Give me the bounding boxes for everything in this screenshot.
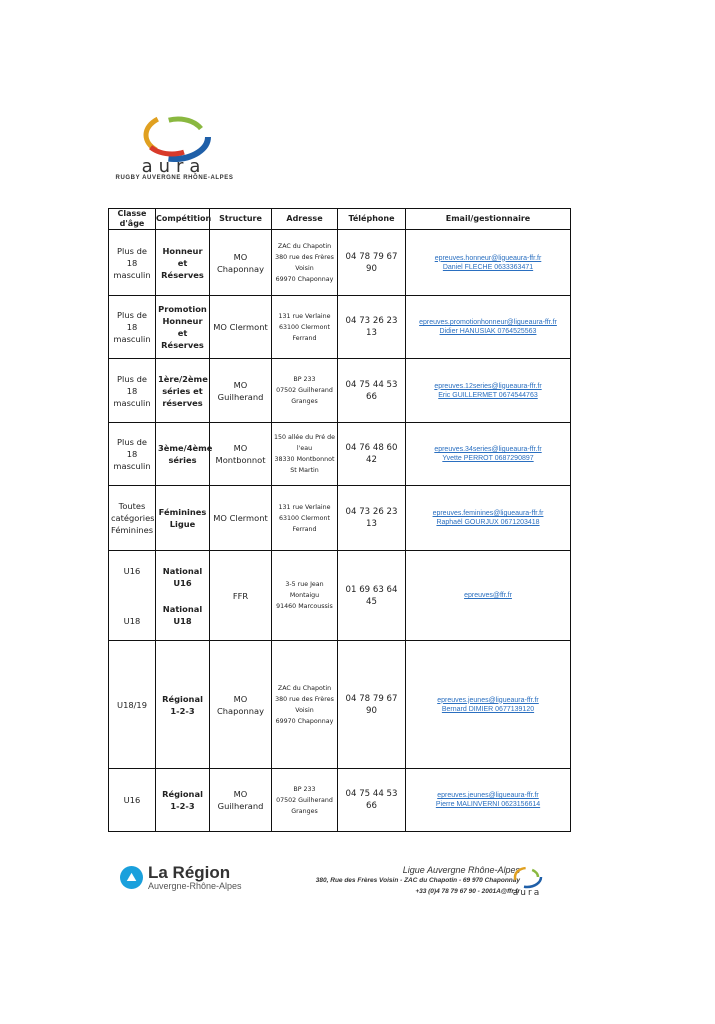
telephone-cell bbox=[338, 769, 406, 832]
email-link[interactable]: epreuves.jeunes@ligueaura-ffr.fr bbox=[437, 696, 539, 704]
header-email: Email/gestionnaire bbox=[406, 209, 571, 230]
structure-text: MO Clermont bbox=[213, 513, 268, 523]
telephone-cell bbox=[338, 423, 406, 486]
adresse-cell bbox=[272, 551, 338, 641]
classe-text: U16 bbox=[123, 795, 141, 805]
email-cell bbox=[406, 769, 571, 832]
gestionnaire-link[interactable]: Raphaël GOURJUX 0671203418 bbox=[436, 519, 540, 526]
address-line: 91460 Marcoussis bbox=[276, 603, 333, 610]
address-line: 131 rue Verlaine bbox=[278, 503, 331, 511]
header-competition: Compétition bbox=[156, 209, 210, 230]
email-cell bbox=[406, 551, 571, 641]
telephone-cell bbox=[338, 551, 406, 641]
competitions-table bbox=[108, 208, 571, 832]
classe-cell bbox=[109, 359, 156, 423]
competition-cell bbox=[156, 769, 210, 832]
address-line: St Martin bbox=[290, 467, 319, 474]
address-line: Ferrand bbox=[292, 334, 317, 342]
address-line: 63100 Clermont bbox=[279, 514, 330, 522]
address-line: 38330 Montbonnot bbox=[274, 456, 335, 463]
aura-footer-logo-icon bbox=[502, 864, 552, 899]
structure-cell bbox=[210, 230, 272, 296]
address-line: Ferrand bbox=[292, 525, 317, 533]
email-link[interactable]: epreuves.feminines@ligueaura-ffr.fr bbox=[432, 510, 544, 517]
telephone-cell bbox=[338, 359, 406, 423]
address-line: 131 rue Verlaine bbox=[278, 312, 331, 320]
classe-cell bbox=[109, 551, 156, 641]
structure-text: MO Guilherand bbox=[217, 379, 264, 402]
competition-text: Promotion Honneur et Réserves bbox=[158, 304, 207, 350]
address-line: Montaigu bbox=[289, 592, 320, 599]
gestionnaire-link[interactable]: Bernard DIMIER 0677139120 bbox=[441, 705, 535, 713]
telephone-cell bbox=[338, 296, 406, 359]
adresse-cell bbox=[272, 423, 338, 486]
address-line: BP 233 bbox=[293, 376, 316, 383]
league-address: 380, Rue des Frères Voisin - ZAC du Chapotin - 69 970 Chaponnay bbox=[315, 877, 520, 884]
competition-text: National U18 bbox=[162, 603, 203, 626]
email-link[interactable]: epreuves.jeunes@ligueaura-ffr.fr bbox=[437, 792, 539, 799]
address-line: 07502 Guilherand bbox=[276, 796, 333, 804]
address-line: 69970 Chaponnay bbox=[275, 717, 334, 725]
gestionnaire-link[interactable]: Yvette PERROT 0687290897 bbox=[442, 455, 534, 462]
region-sub: Auvergne-Rhône-Alpes bbox=[148, 881, 242, 891]
email-link[interactable]: epreuves.12series@ligueaura-ffr.fr bbox=[434, 382, 542, 390]
gestionnaire-link[interactable]: Didier HANUSIAK 0764525563 bbox=[439, 328, 537, 335]
region-name: La Région bbox=[148, 863, 231, 882]
classe-text: U18 bbox=[123, 615, 141, 626]
competition-text: Régional 1-2-3 bbox=[162, 789, 203, 811]
email-link[interactable]: epreuves.honneur@ligueaura-ffr.fr bbox=[434, 254, 542, 262]
structure-cell bbox=[210, 486, 272, 551]
structure-text: MO Chaponnay bbox=[217, 251, 264, 274]
email-link[interactable]: epreuves.promotionhonneur@ligueaura-ffr.fr bbox=[419, 319, 557, 326]
table-row bbox=[109, 486, 571, 551]
structure-cell bbox=[210, 769, 272, 832]
classe-cell bbox=[109, 230, 156, 296]
aura-logo bbox=[112, 105, 237, 185]
header-structure: Structure bbox=[210, 209, 272, 230]
address-line: 380 rue des Frères bbox=[275, 695, 334, 703]
structure-text: FFR bbox=[232, 590, 249, 601]
address-line: 150 allée du Pré de bbox=[274, 434, 336, 441]
region-logo bbox=[120, 864, 242, 891]
table-row bbox=[109, 769, 571, 832]
structure-cell bbox=[210, 423, 272, 486]
email-cell bbox=[406, 486, 571, 551]
email-cell bbox=[406, 641, 571, 769]
header-adresse: Adresse bbox=[272, 209, 338, 230]
address-line: l'eau bbox=[296, 445, 313, 452]
telephone-cell bbox=[338, 230, 406, 296]
competition-text: Honneur et Réserves bbox=[161, 245, 204, 280]
table-row bbox=[109, 359, 571, 423]
address-line: 63100 Clermont bbox=[279, 323, 330, 331]
adresse-cell bbox=[272, 769, 338, 832]
email-cell bbox=[406, 423, 571, 486]
competition-text: 3ème/4ème séries bbox=[158, 443, 213, 465]
classe-cell bbox=[109, 296, 156, 359]
league-name: Ligue Auvergne Rhône-Alpes bbox=[402, 865, 520, 875]
adresse-cell bbox=[272, 486, 338, 551]
table-row bbox=[109, 423, 571, 486]
telephone-text: 01 69 63 64 45 bbox=[345, 584, 398, 607]
telephone-cell bbox=[338, 641, 406, 769]
telephone-text: 04 76 48 60 42 bbox=[345, 443, 398, 465]
competition-cell bbox=[156, 641, 210, 769]
structure-text: MO Montbonnot bbox=[215, 443, 266, 465]
competition-cell bbox=[156, 359, 210, 423]
address-line: Granges bbox=[291, 398, 318, 405]
competition-text: Féminines Ligue bbox=[158, 507, 207, 529]
header-classe: Classe d'âge bbox=[109, 209, 156, 230]
gestionnaire-link[interactable]: Daniel FLECHE 0633363471 bbox=[442, 263, 534, 271]
adresse-cell bbox=[272, 359, 338, 423]
aura-rings-icon bbox=[112, 105, 237, 175]
svg-text:aura: aura bbox=[512, 888, 542, 898]
address-line: BP 233 bbox=[293, 785, 316, 793]
logo-tagline: RUGBY AUVERGNE RHÔNE-ALPES bbox=[115, 175, 234, 181]
table-header-row bbox=[109, 209, 571, 230]
table-row bbox=[109, 230, 571, 296]
structure-cell bbox=[210, 359, 272, 423]
adresse-cell bbox=[272, 230, 338, 296]
classe-cell bbox=[109, 423, 156, 486]
address-line: Voisin bbox=[295, 706, 314, 714]
address-line: 07502 Guilherand bbox=[276, 387, 333, 394]
adresse-cell bbox=[272, 296, 338, 359]
classe-text: U16 bbox=[123, 565, 141, 576]
league-contact bbox=[316, 865, 520, 897]
competition-text: 1ère/2ème séries et réserves bbox=[158, 373, 208, 408]
classe-text: Plus de 18 masculin bbox=[113, 245, 151, 280]
email-link[interactable]: epreuves@ffr.fr bbox=[464, 592, 512, 599]
classe-cell bbox=[109, 769, 156, 832]
address-line: 3-5 rue Jean bbox=[285, 581, 324, 588]
address-line: Granges bbox=[291, 807, 318, 815]
competition-text: Régional 1-2-3 bbox=[162, 693, 203, 716]
structure-cell bbox=[210, 641, 272, 769]
classe-text: Toutes catégories Féminines bbox=[111, 501, 155, 535]
telephone-cell bbox=[338, 486, 406, 551]
email-cell bbox=[406, 296, 571, 359]
address-line: ZAC du Chapotin bbox=[277, 684, 332, 692]
gestionnaire-link[interactable]: Pierre MALINVERNI 0623156614 bbox=[435, 801, 541, 808]
adresse-cell bbox=[272, 641, 338, 769]
structure-cell bbox=[210, 551, 272, 641]
classe-text: Plus de 18 masculin bbox=[113, 373, 151, 408]
structure-text: MO Clermont bbox=[213, 322, 268, 332]
email-cell bbox=[406, 230, 571, 296]
competition-cell bbox=[156, 230, 210, 296]
structure-text: MO Chaponnay bbox=[217, 693, 264, 716]
competition-cell bbox=[156, 551, 210, 641]
address-line: ZAC du Chapotin bbox=[277, 242, 332, 250]
telephone-text: 04 78 79 67 90 bbox=[345, 693, 398, 716]
telephone-text: 04 75 44 53 66 bbox=[345, 379, 398, 402]
email-link[interactable]: epreuves.34series@ligueaura-ffr.fr bbox=[434, 446, 542, 453]
svg-text:aura: aura bbox=[141, 156, 207, 175]
address-line: Voisin bbox=[295, 264, 314, 272]
competition-cell bbox=[156, 486, 210, 551]
competition-cell bbox=[156, 423, 213, 486]
gestionnaire-link[interactable]: Eric GUILLERMET 0674544763 bbox=[438, 391, 538, 399]
telephone-text: 04 73 26 23 13 bbox=[345, 507, 398, 529]
classe-text: Plus de 18 masculin bbox=[113, 437, 151, 471]
email-cell bbox=[406, 359, 571, 423]
telephone-text: 04 75 44 53 66 bbox=[345, 789, 398, 811]
table-row bbox=[109, 551, 571, 641]
competition-cell bbox=[156, 296, 210, 359]
league-contact-line: +33 (0)4 78 79 67 90 - 2001A@ffr.fr bbox=[415, 888, 520, 895]
header-telephone: Téléphone bbox=[338, 209, 406, 230]
classe-text: U18/19 bbox=[117, 699, 147, 710]
table-row bbox=[109, 641, 571, 769]
classe-cell bbox=[109, 641, 156, 769]
structure-cell bbox=[210, 296, 272, 359]
classe-cell bbox=[109, 486, 156, 551]
competition-text: National U16 bbox=[162, 565, 203, 588]
telephone-text: 04 73 26 23 13 bbox=[345, 316, 398, 338]
structure-text: MO Guilherand bbox=[217, 789, 264, 811]
address-line: 69970 Chaponnay bbox=[275, 275, 334, 283]
classe-text: Plus de 18 masculin bbox=[113, 310, 151, 344]
region-mountain-icon: ⛰ bbox=[120, 866, 143, 889]
table-row bbox=[109, 296, 571, 359]
address-line: 380 rue des Frères bbox=[275, 253, 334, 261]
telephone-text: 04 78 79 67 90 bbox=[345, 251, 398, 274]
